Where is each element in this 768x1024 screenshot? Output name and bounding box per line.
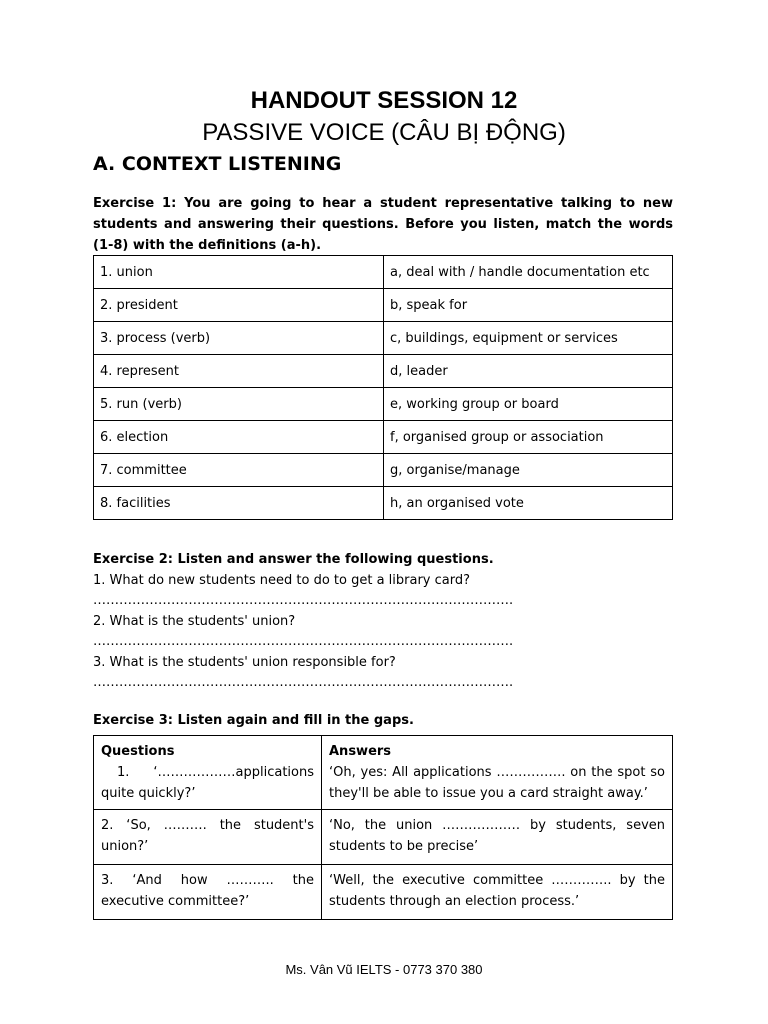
exercise1-instructions: Exercise 1: You are going to hear a student representative talking to new students and answering their questions. Before you listen, match the words (1-8) with the definitions (a-h). — [93, 196, 673, 253]
table-row — [94, 487, 673, 520]
table-row — [94, 736, 673, 810]
word-cell: 1. union — [94, 256, 384, 289]
answer-line-1: ……………………………………………………………………………………. — [93, 593, 514, 608]
definition-cell: a, deal with / handle documentation etc — [384, 256, 673, 289]
fill-gaps-table — [93, 735, 673, 920]
exercise3-heading: Exercise 3: Listen again and fill in the gaps. — [93, 713, 414, 728]
answer-cell: ‘Well, the executive committee ………….. by the students through an election process.’ — [322, 865, 673, 920]
answers-column-header: Answers — [329, 744, 392, 759]
table-row — [94, 388, 673, 421]
question-cell: 3. ‘And how ……….. the executive committee?’ — [94, 865, 322, 920]
word-cell: 4. represent — [94, 355, 384, 388]
answer-line-2: ……………………………………………………………………………………. — [93, 634, 514, 649]
exercise2 — [93, 550, 673, 694]
word-cell: 2. president — [94, 289, 384, 322]
table-row — [94, 454, 673, 487]
question-cell — [94, 736, 322, 810]
answer-line-3: ……………………………………………………………………………………. — [93, 675, 514, 690]
questions-column-header: Questions — [101, 744, 175, 759]
answer-text: ‘Oh, yes: All applications ……………. on the spot so they'll be able to issue you a card straight away.’ — [329, 765, 665, 801]
word-cell: 3. process (verb) — [94, 322, 384, 355]
word-cell: 7. committee — [94, 454, 384, 487]
section-a-heading: A. CONTEXT LISTENING — [93, 153, 342, 175]
word-cell: 6. election — [94, 421, 384, 454]
definition-cell: d, leader — [384, 355, 673, 388]
question-1: 1. What do new students need to do to get a library card? — [93, 572, 471, 588]
question-2: 2. What is the students' union? — [93, 613, 296, 629]
answer-cell — [322, 736, 673, 810]
table-row — [94, 256, 673, 289]
question-cell: 2. ‘So, ………. the student's union?’ — [94, 810, 322, 865]
table-row — [94, 810, 673, 865]
answer-cell: ‘No, the union ……………… by students, seven students to be precise’ — [322, 810, 673, 865]
definition-cell: f, organised group or association — [384, 421, 673, 454]
definition-cell: h, an organised vote — [384, 487, 673, 520]
word-cell: 5. run (verb) — [94, 388, 384, 421]
table-row — [94, 355, 673, 388]
table-row — [94, 322, 673, 355]
question-3: 3. What is the students' union responsible for? — [93, 654, 396, 670]
exercise2-heading: Exercise 2: Listen and answer the following questions. — [93, 552, 494, 567]
document-subtitle: PASSIVE VOICE (CÂU BỊ ĐỘNG) — [202, 119, 566, 146]
matching-table — [93, 255, 673, 520]
word-cell: 8. facilities — [94, 487, 384, 520]
document-title: HANDOUT SESSION 12 — [250, 87, 518, 114]
definition-cell: c, buildings, equipment or services — [384, 322, 673, 355]
question-text: 1. ‘………………applications quite quickly?’ — [101, 765, 314, 801]
table-row — [94, 421, 673, 454]
table-row — [94, 289, 673, 322]
definition-cell: g, organise/manage — [384, 454, 673, 487]
table-row — [94, 865, 673, 920]
definition-cell: e, working group or board — [384, 388, 673, 421]
definition-cell: b, speak for — [384, 289, 673, 322]
page-footer: Ms. Vân Vũ IELTS - 0773 370 380 — [285, 962, 483, 977]
